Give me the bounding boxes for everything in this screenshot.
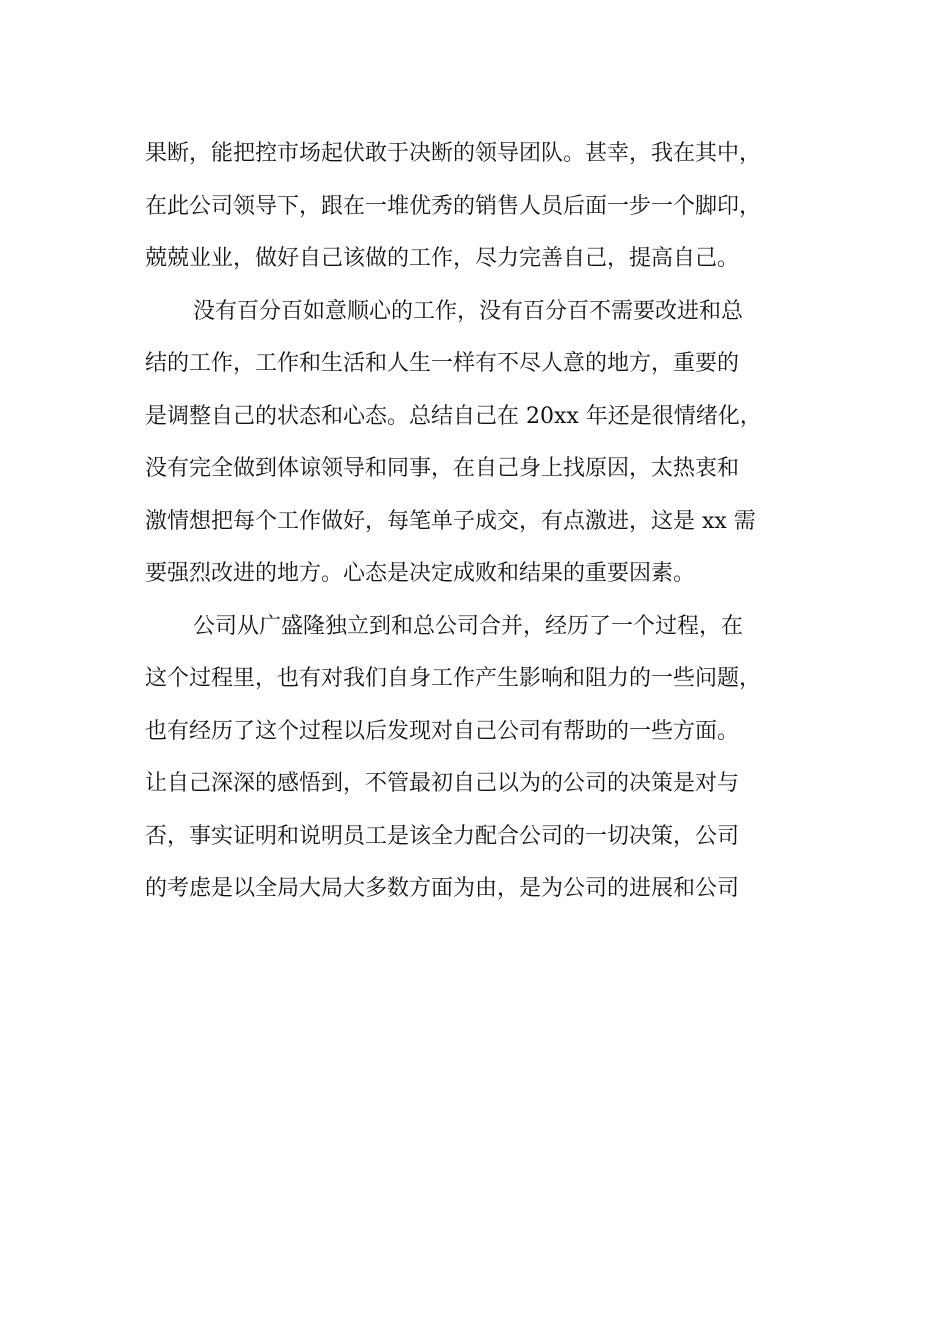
- body-text: [145, 128, 815, 916]
- text-line: 在此公司领导下，跟在一堆优秀的销售人员后面一步一个脚印，: [145, 193, 762, 219]
- text-line: 果断，能把控市场起伏敢于决断的领导团队。甚幸，我在其中，: [145, 141, 762, 166]
- text-line: 要强烈改进的地方。心态是决定成败和结果的重要因素。: [145, 561, 696, 586]
- text-line: 这个过程里，也有对我们自身工作产生影响和阻力的一些问题，: [145, 666, 762, 691]
- text-line: 兢兢业业，做好自己该做的工作，尽力完善自己，提高自己。: [145, 246, 740, 271]
- text-line: 激情想把每个工作做好，每笔单子成交，有点激进，这是 xx 需: [145, 508, 756, 534]
- text-line: 让自己深深的感悟到，不管最初自己以为的公司的决策是对与: [145, 771, 740, 796]
- text-line: 也有经历了这个过程以后发现对自己公司有帮助的一些方面。: [145, 718, 740, 744]
- text-line: 否，事实证明和说明员工是该全力配合公司的一切决策，公司: [145, 823, 740, 849]
- text-line: 是调整自己的状态和心态。总结自己在 20xx 年还是很情绪化，: [145, 403, 762, 429]
- text-line: 没有完全做到体谅领导和同事，在自己身上找原因，太热衷和: [145, 456, 740, 481]
- text-line: 没有百分百如意顺心的工作，没有百分百不需要改进和总: [193, 298, 744, 324]
- text-line: 公司从广盛隆独立到和总公司合并，经历了一个过程，在: [193, 613, 744, 639]
- text-line: 结的工作，工作和生活和人生一样有不尽人意的地方，重要的: [145, 351, 740, 376]
- text-line: 的考虑是以全局大局大多数方面为由，是为公司的进展和公司: [145, 876, 740, 901]
